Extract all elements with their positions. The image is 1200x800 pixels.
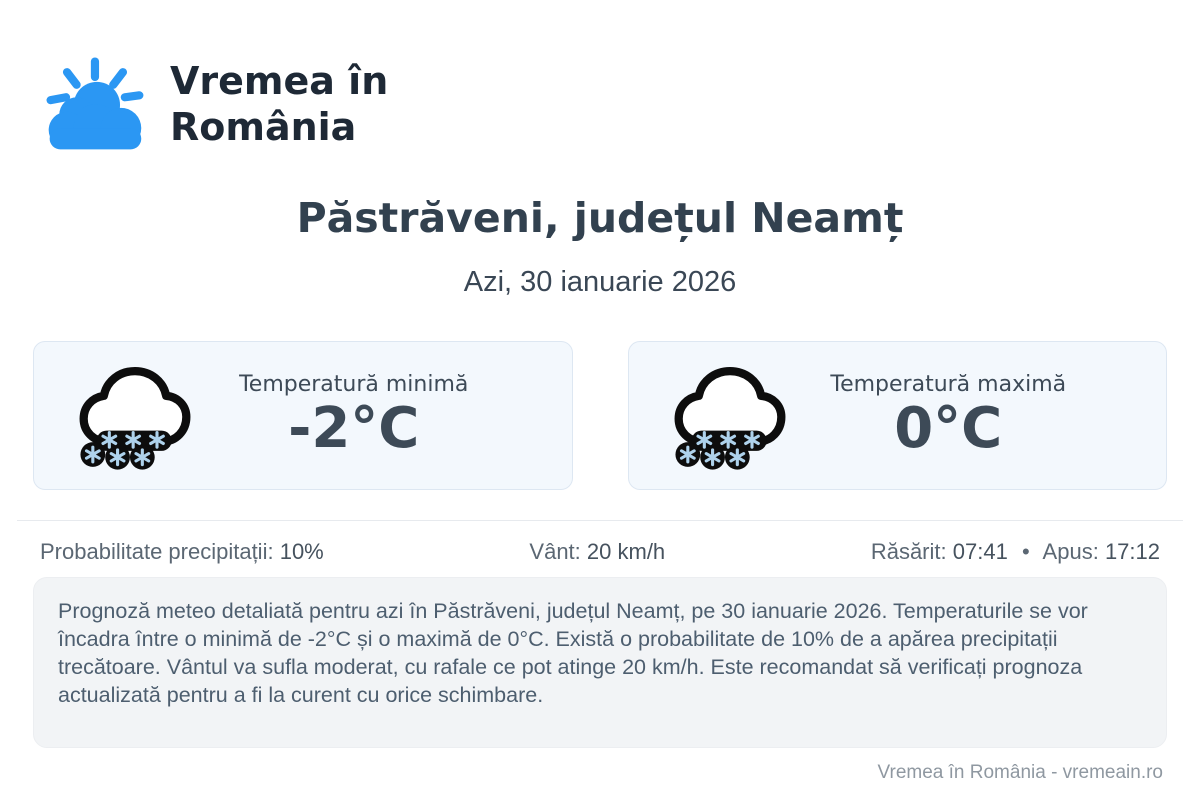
brand-name-line1: Vremea în [170, 59, 389, 103]
stat-precipitation [40, 539, 324, 565]
sunset-value: 17:12 [1104, 539, 1160, 564]
precipitation-label: Probabilitate precipitații: [40, 539, 274, 564]
temperature-cards [33, 341, 1167, 490]
max-temperature-card [628, 341, 1168, 490]
sunset-label: Apus: [1042, 539, 1099, 564]
min-temperature-card [33, 341, 573, 490]
stats-row [40, 539, 1160, 565]
min-temperature-label: Temperatură minimă [239, 371, 469, 397]
max-temperature-label: Temperatură maximă [830, 371, 1067, 397]
snow-cloud-icon [669, 361, 791, 471]
min-temperature-text [196, 372, 512, 459]
stat-sun [871, 539, 1160, 565]
precipitation-value: 10% [279, 539, 324, 564]
brand-name [170, 58, 388, 151]
brand-name-line2: România [170, 105, 357, 150]
page-subtitle: Azi, 30 ianuarie 2026 [463, 266, 737, 298]
page-title: Păstrăveni, județul Neamț [296, 194, 904, 242]
footer-credit: Vremea în România - vremeain.ro [877, 762, 1163, 783]
sunrise-value: 07:41 [952, 539, 1008, 564]
forecast-description: Prognoză meteo detaliată pentru azi în Păstrăveni, județul Neamț, pe 30 ianuarie 2026. Temperaturile se vor încadra între o minimă de -2°C și o maximă de 0°C. Există o probabilitate de 10% de a apărea precipitații trecătoare. Vântul va sufla moderat, cu rafale ce pot atinge 20 km/h. Este recomandat să verificați prognoza actualizată pentru a fi la curent cu orice schimbare. [33, 577, 1167, 748]
snow-cloud-icon [74, 361, 196, 471]
sun-cloud-logo-icon [40, 54, 148, 154]
sunrise-label: Răsărit: [870, 539, 947, 564]
max-temperature-value: 0°C [894, 395, 1003, 461]
wind-value: 20 km/h [586, 539, 666, 564]
stat-wind [529, 539, 665, 565]
max-temperature-text [791, 372, 1107, 459]
divider [17, 520, 1183, 521]
bullet-separator: • [1021, 539, 1030, 564]
brand-logo[interactable] [40, 54, 388, 154]
wind-label: Vânt: [529, 539, 581, 564]
min-temperature-value: -2°C [288, 395, 420, 461]
